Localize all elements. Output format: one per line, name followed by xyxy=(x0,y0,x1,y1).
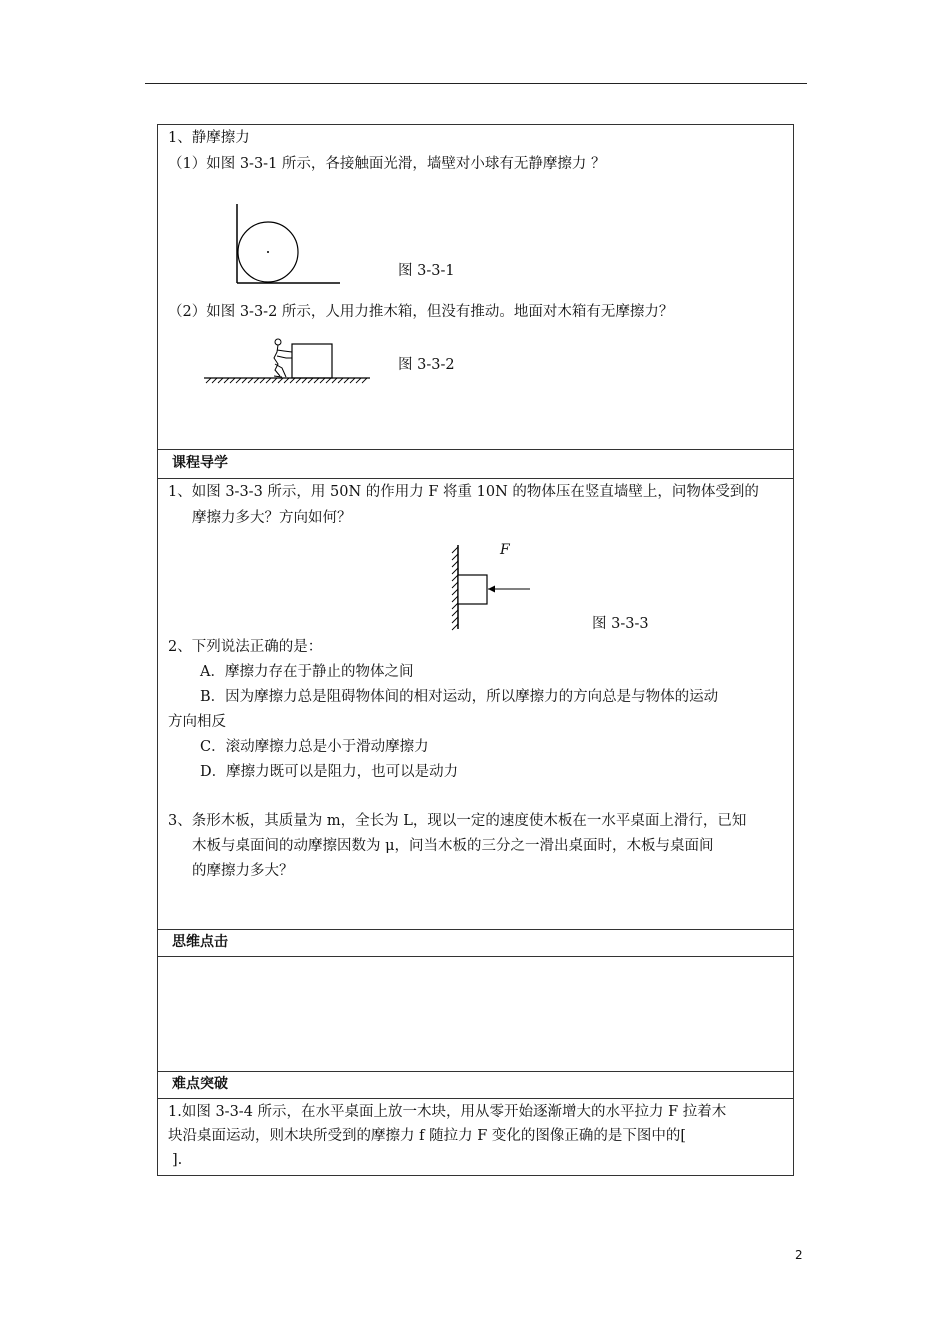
guide-q1-line2: 摩擦力多大？方向如何？ xyxy=(192,510,352,526)
force-label: F xyxy=(500,542,510,558)
figure-3-3-3 xyxy=(450,543,540,633)
row-thinking-content xyxy=(158,957,794,1072)
figure-3-3-3-caption: 图 3-3-3 xyxy=(592,616,649,632)
question-1-1: （1）如图 3-3-1 所示，各接触面光滑，墙壁对小球有无静摩擦力 ？ xyxy=(168,156,606,172)
row-difficulty-content xyxy=(158,1099,794,1176)
option-a: A．摩擦力存在于静止的物体之间 xyxy=(200,664,414,680)
figure-3-3-2-caption: 图 3-3-2 xyxy=(398,357,455,373)
option-b-line2: 方向相反 xyxy=(168,714,226,730)
force-arrow-head xyxy=(488,586,495,593)
worksheet-table xyxy=(157,124,794,1176)
guide-header: 课程导学 xyxy=(172,455,228,471)
guide-q3-line1: 3、条形木板，其质量为 m，全长为 L，现以一定的速度使木板在一水平桌面上滑行，已知 xyxy=(168,813,747,829)
row-guide-content xyxy=(158,479,794,930)
ground-hatching xyxy=(206,378,367,383)
crate-box xyxy=(292,344,332,378)
row-static-friction xyxy=(158,125,794,450)
difficulty-q1-line1: 1.如图 3-3-4 所示，在水平桌面上放一木块，用从零开始逐渐增大的水平拉力 F 拉着木 xyxy=(168,1104,727,1120)
ball-center-dot xyxy=(267,251,269,253)
option-c: C．滚动摩擦力总是小于滑动摩擦力 xyxy=(200,739,429,755)
guide-q3-line2: 木板与桌面间的动摩擦因数为 μ，问当木板的三分之一滑出桌面时，木板与桌面间 xyxy=(192,838,714,854)
difficulty-q1-line3: ]. xyxy=(172,1152,183,1168)
row-guide-header xyxy=(158,450,794,479)
difficulty-q1-line2: 块沿桌面运动，则木块所受到的摩擦力 f 随拉力 F 变化的图像正确的是下图中的[ xyxy=(168,1128,687,1144)
block-box xyxy=(458,575,487,604)
option-d: D．摩擦力既可以是阻力，也可以是动力 xyxy=(200,764,459,780)
section-title: 1、静摩擦力 xyxy=(168,130,250,146)
page-number: 2 xyxy=(795,1248,803,1262)
row-difficulty-header xyxy=(158,1072,794,1099)
difficulty-header: 难点突破 xyxy=(172,1076,228,1092)
thinking-header: 思维点击 xyxy=(172,934,228,950)
question-1-2: （2）如图 3-3-2 所示，人用力推木箱，但没有推动。地面对木箱有无摩擦力？ xyxy=(168,304,674,320)
figure-3-3-1 xyxy=(234,201,344,285)
row-thinking-header xyxy=(158,930,794,957)
header-rule xyxy=(145,83,807,84)
guide-q1-line1: 1、如图 3-3-3 所示，用 50N 的作用力 F 将重 10N 的物体压在竖直墙壁上，问物体受到的 xyxy=(168,484,759,500)
wall-hatching xyxy=(452,547,458,630)
person-figure xyxy=(274,339,292,377)
figure-3-3-2 xyxy=(202,336,372,384)
guide-q3-line3: 的摩擦力多大？ xyxy=(192,863,294,879)
guide-q2-stem: 2、下列说法正确的是： xyxy=(168,639,323,655)
option-b-line1: B．因为摩擦力总是阻碍物体间的相对运动，所以摩擦力的方向总是与物体的运动 xyxy=(200,689,719,705)
figure-3-3-1-caption: 图 3-3-1 xyxy=(398,263,455,279)
